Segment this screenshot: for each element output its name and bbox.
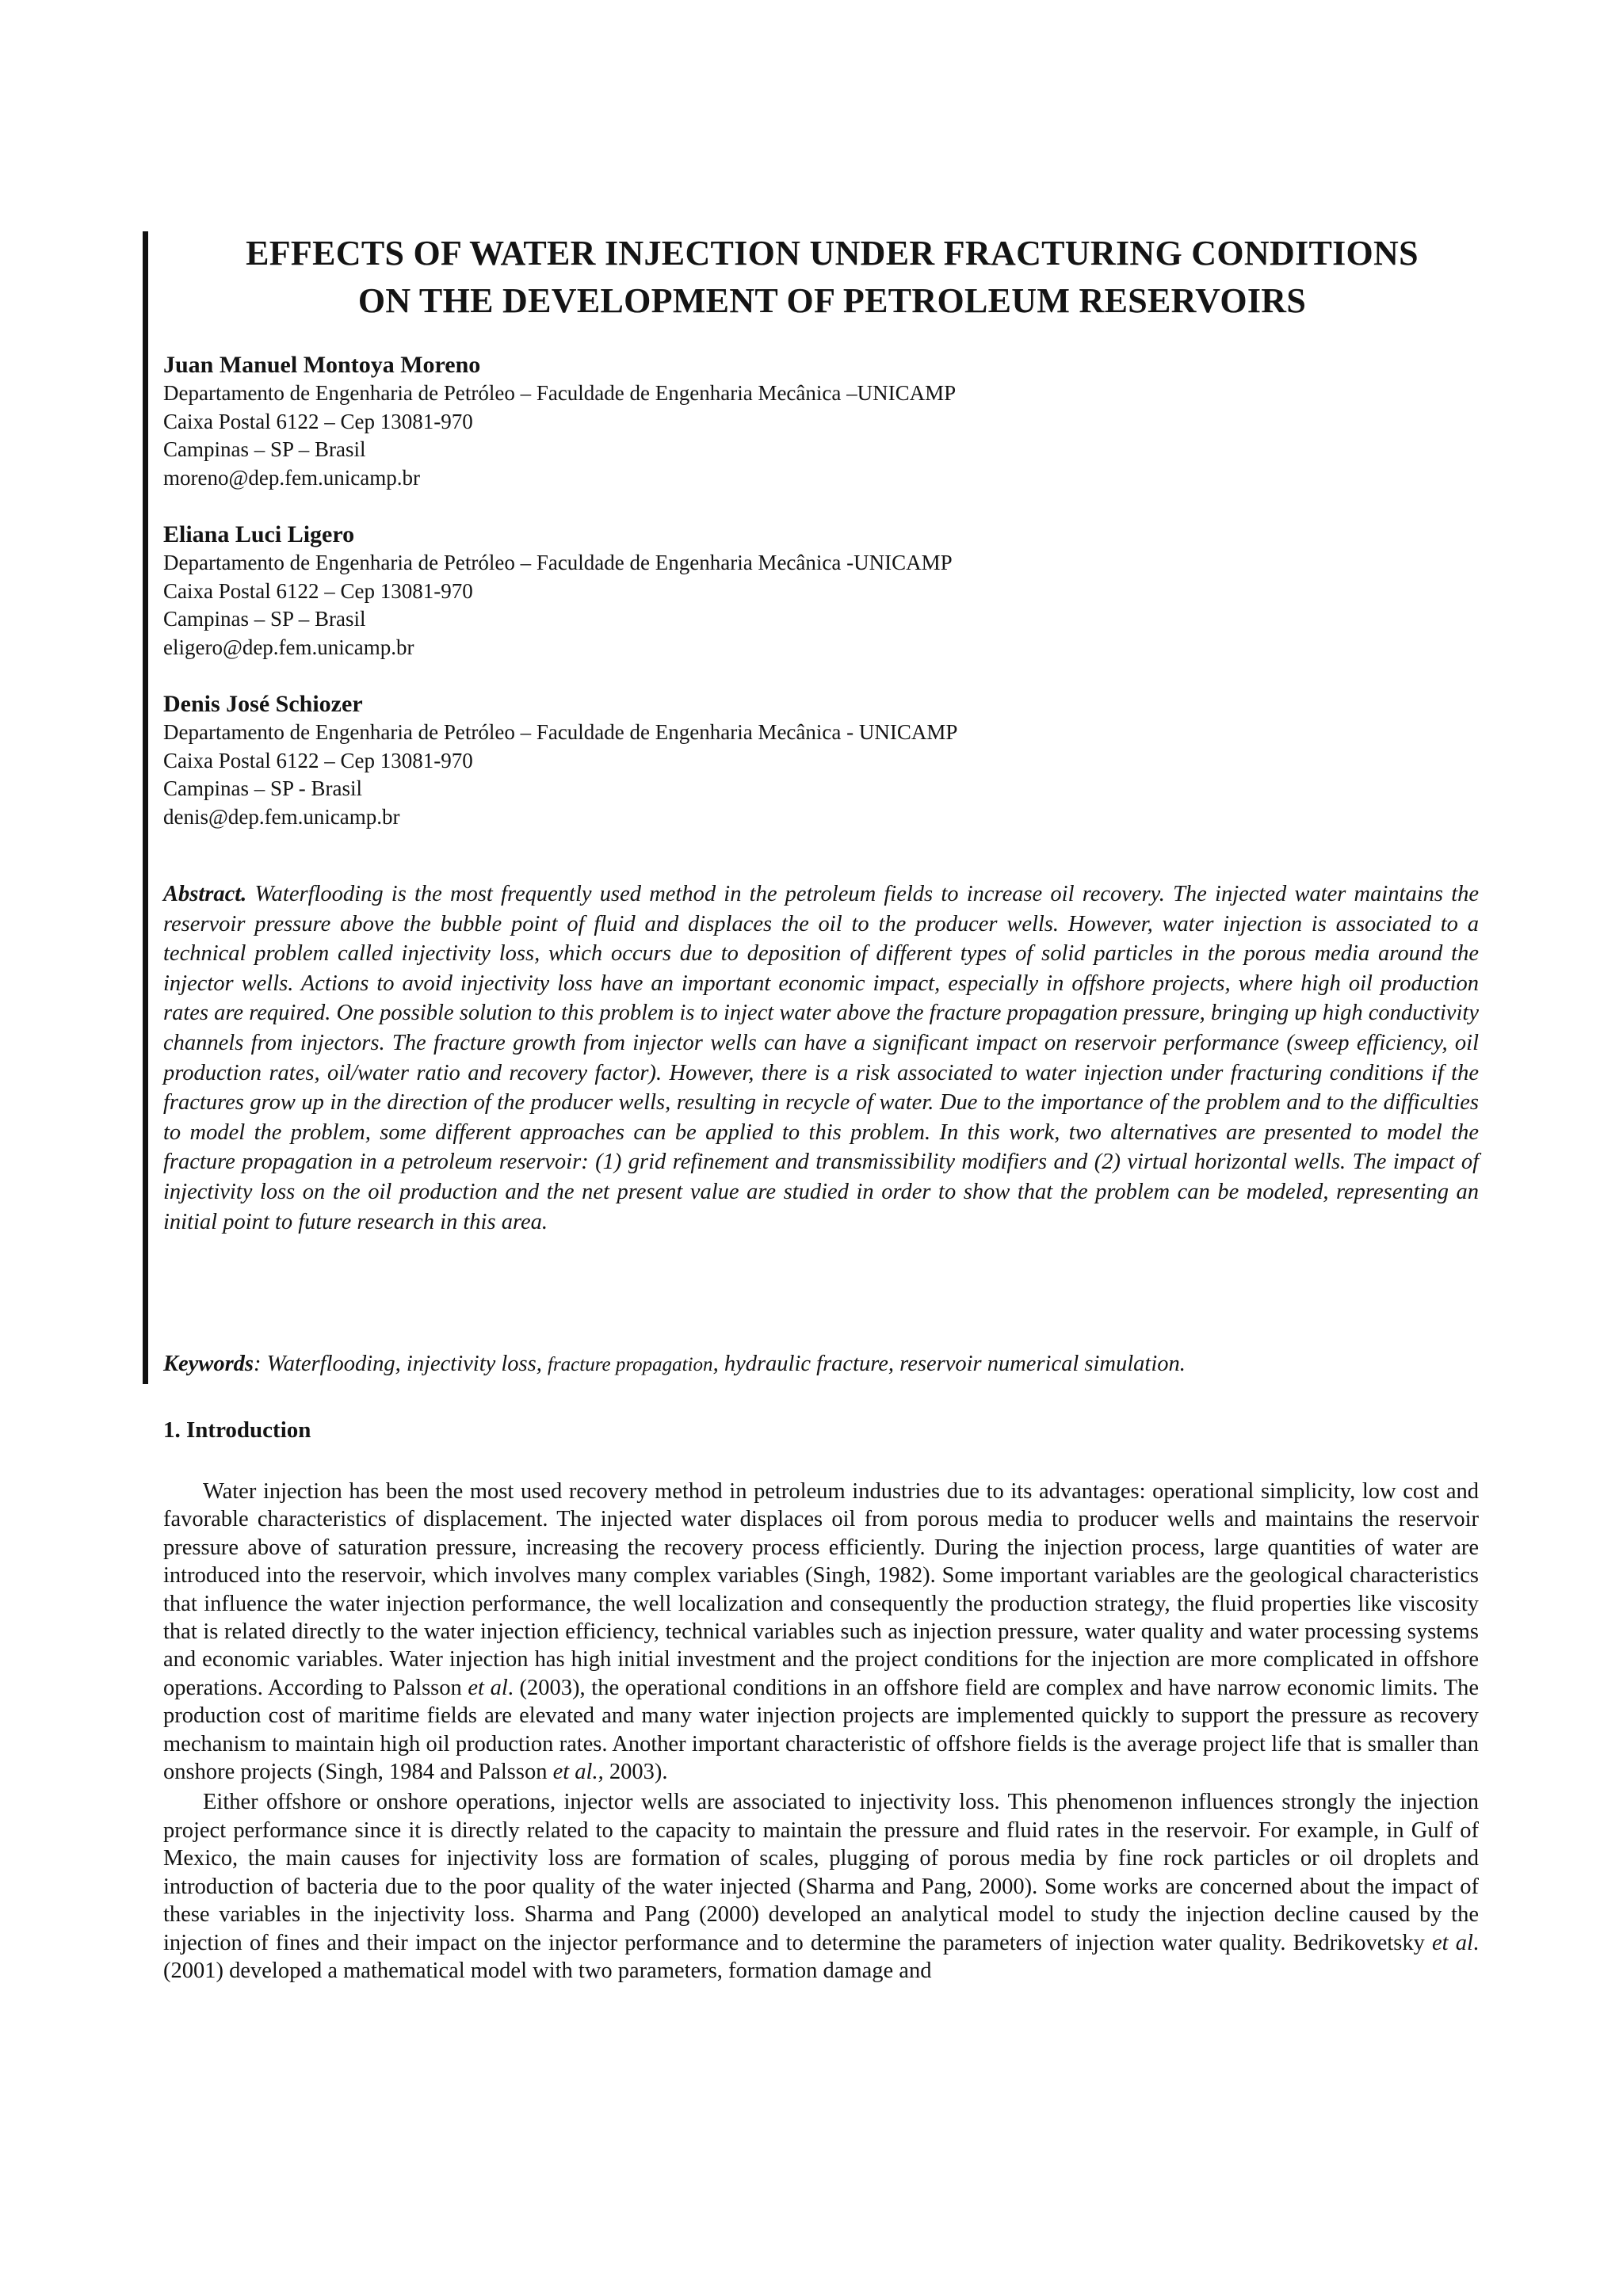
author-block (163, 350, 1479, 492)
author-list (163, 350, 1479, 859)
author-name: Juan Manuel Montoya Moreno (163, 352, 481, 378)
author-email[interactable]: moreno@dep.fem.unicamp.br (163, 465, 421, 490)
citation-etal: et al (468, 1675, 508, 1700)
abstract-label: Abstract. (163, 882, 247, 906)
author-address: Caixa Postal 6122 – Cep 13081-970 (163, 748, 473, 772)
author-city: Campinas – SP - Brasil (163, 776, 363, 800)
paragraph-text: Either offshore or onshore operations, injector wells are associated to injectivity loss. This phenomenon influences strongly the injection project performance since it is directly related to the capacity to maintain the pressure and fluid rates in the reservoir. For example, in Gulf of Mexico, the main causes for injectivity loss are formation of scales, plugging of porous media by fine rock particles or oil droplets and introduction of bacteria due to the poor quality of the water injected (Sharma and Pang, 2000). Some works are concerned about the impact of these variables in the injectivity loss. Sharma and Pang (2000) developed an analytical model to study the injection decline caused by the injection of fines and their impact on the injector performance and to determine the parameters of injection water quality. Bedrikovetsky (163, 1790, 1479, 1955)
paragraph-text: . (2001) developed a mathematical model with two parameters, formation damage and (163, 1930, 1479, 1983)
keywords-text: : Waterflooding, injectivity loss, (254, 1352, 548, 1376)
section-heading: 1. Introduction (163, 1417, 311, 1443)
author-name: Eliana Luci Ligero (163, 521, 355, 547)
keywords (163, 1349, 1510, 1380)
author-name: Denis José Schiozer (163, 691, 363, 717)
author-department: Departamento de Engenharia de Petróleo – Faculdade de Engenharia Mecânica –UNICAMP (163, 381, 957, 405)
paragraph-text: . (2003), the operational conditions in an offshore field are complex and have narrow economic limits. The production cost of maritime fields are elevated and many water injection projects are implemented quickly to support the pressure as recovery mechanism to maintain high oil production rates. Another important characteristic of offshore fields is the average project life that is smaller than onshore projects (Singh, 1984 and Palsson (163, 1675, 1479, 1785)
paragraph-text: 2003). (603, 1760, 668, 1785)
paragraph-text: Water injection has been the most used recovery method in petroleum industries due to its advantages: operational simplicity, low cost and favorable characteristics of displacement. The injected water displaces oil from porous media to producer wells and maintains the reservoir pressure above of saturation pressure, increasing the recovery process efficiently. During the injection process, large quantities of water are introduced into the reservoir, which involves many complex variables (Singh, 1982). Some important variables are the geological characteristics that influence the water injection performance, the well localization and consequently the production strategy, the fluid properties like viscosity that is related directly to the water injection efficiency, technical variables such as injection pressure, water quality and water processing systems and economic variables. Water injection has high initial investment and the project conditions for the injection are more complicated in offshore operations. According to Palsson (163, 1479, 1479, 1700)
citation-etal: et al (1432, 1930, 1473, 1955)
author-email[interactable]: denis@dep.fem.unicamp.br (163, 804, 400, 829)
paragraph (163, 1788, 1479, 1985)
citation-etal: et al., (552, 1760, 604, 1785)
author-block (163, 520, 1479, 662)
author-address: Caixa Postal 6122 – Cep 13081-970 (163, 409, 473, 433)
author-department: Departamento de Engenharia de Petróleo – Faculdade de Engenharia Mecânica - UNICAMP (163, 720, 958, 744)
keywords-text-small: fracture propagation (548, 1354, 713, 1375)
author-city: Campinas – SP – Brasil (163, 437, 366, 461)
paper-title (158, 230, 1506, 325)
abstract (163, 879, 1479, 1237)
author-block (163, 689, 1479, 831)
paragraph (163, 1478, 1479, 1786)
introduction-body (163, 1478, 1479, 1985)
left-margin-bar (143, 231, 148, 1384)
abstract-text: Waterflooding is the most frequently used method in the petroleum fields to increase oil recovery. The injected water maintains the reservoir pressure above the bubble point of fluid and displaces the oil to the producer wells. However, water injection is associated to a technical problem called injectivity loss, which occurs due to deposition of different types of solid particles in the porous media around the injector wells. Actions to avoid injectivity loss have an important economic impact, especially in offshore projects, where high oil production rates are required. One possible solution to this problem is to inject water above the fracture propagation pressure, bringing up high conductivity channels from injectors. The fracture growth from injector wells can have a significant impact on reservoir performance (sweep efficiency, oil production rates, oil/water ratio and recovery factor). However, there is a risk associated to water injection under fracturing conditions if the fractures grow up in the direction of the producer wells, resulting in recycle of water. Due to the importance of the problem and to the difficulties to model the problem, some different approaches can be applied to this problem. In this work, two alternatives are presented to model the fracture propagation in a petroleum reservoir: (1) grid refinement and transmissibility modifiers and (2) virtual horizontal wells. The impact of injectivity loss on the oil production and the net present value are studied in order to show that the problem can be modeled, representing an initial point to future research in this area. (163, 882, 1480, 1234)
keywords-label: Keywords (163, 1352, 254, 1376)
author-address: Caixa Postal 6122 – Cep 13081-970 (163, 578, 473, 603)
author-email[interactable]: eligero@dep.fem.unicamp.br (163, 635, 414, 659)
keywords-text: , hydraulic fracture, reservoir numerical simulation. (712, 1352, 1186, 1376)
title-line-1: EFFECTS OF WATER INJECTION UNDER FRACTURING CONDITIONS (246, 234, 1419, 273)
author-department: Departamento de Engenharia de Petróleo – Faculdade de Engenharia Mecânica -UNICAMP (163, 551, 953, 574)
title-line-2: ON THE DEVELOPMENT OF PETROLEUM RESERVOIRS (357, 281, 1307, 320)
author-city: Campinas – SP – Brasil (163, 607, 366, 631)
